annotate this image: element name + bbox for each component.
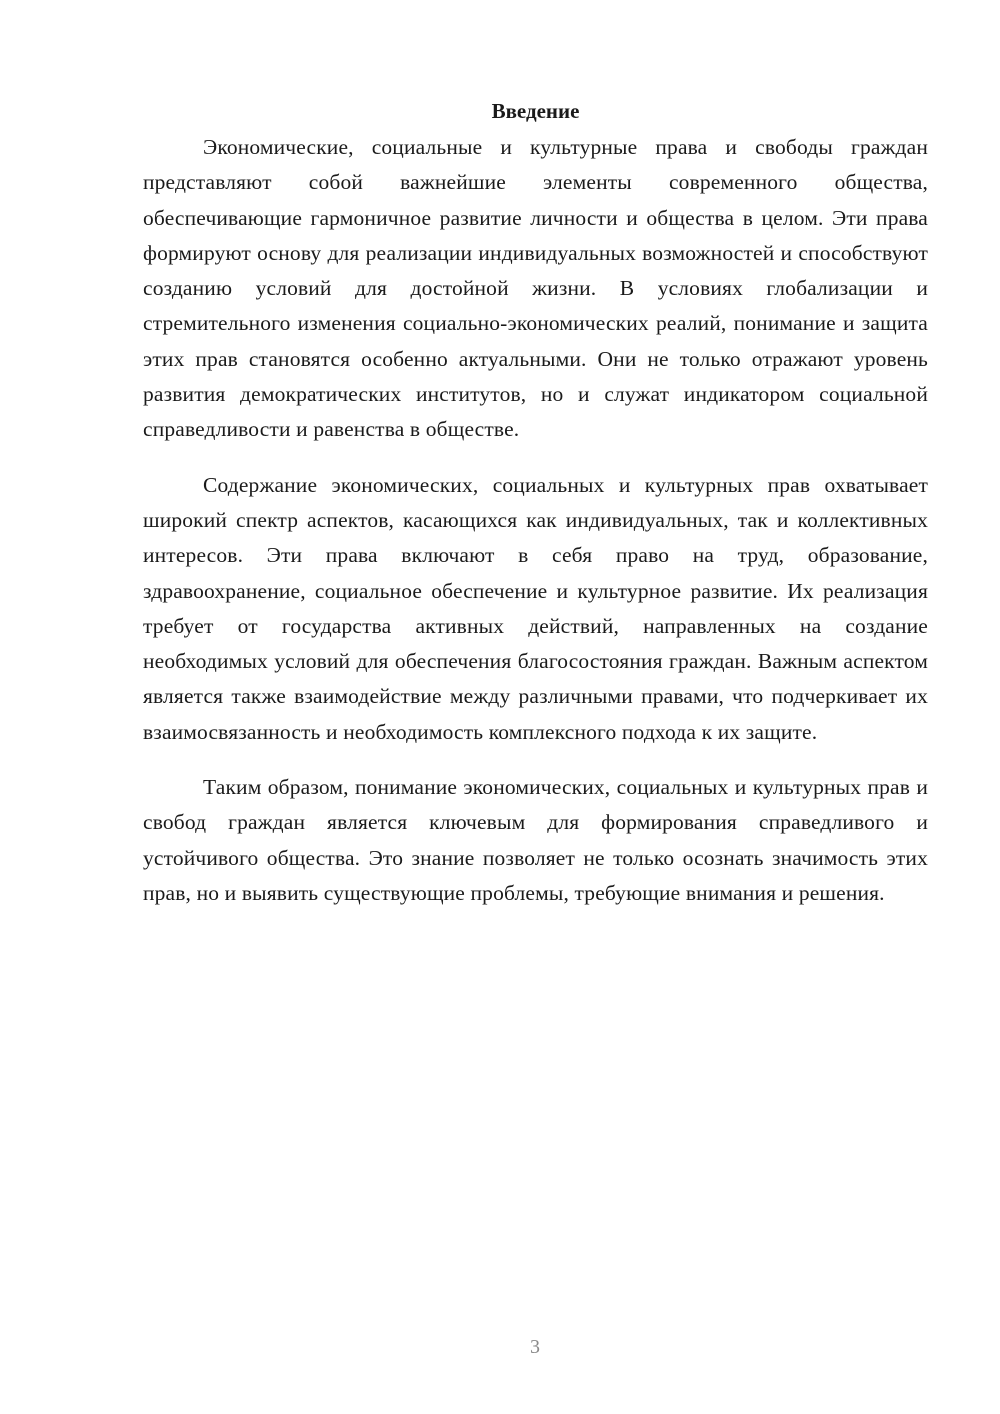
page-number: 3 [530,1336,540,1358]
section-title: Введение [491,99,580,123]
page-content [143,96,928,931]
paragraph-2: Содержание экономических, социальных и культурных прав охватывает широкий спектр аспектов, касающихся как индивидуальных, так и коллективных интересов. Эти права включают в себя право на труд, образование, здравоохранение, социальное обеспечение и культурное развитие. Их реализация требует от государства активных действий, направленных на создание необходимых условий для обеспечения благосостояния граждан. Важным аспектом является также взаимодействие между различными правами, что подчеркивает их взаимосвязанность и необходимость комплексного подхода к их защите. [143,472,928,744]
paragraph-1: Экономические, социальные и культурные права и свободы граждан представляют собой важнейшие элементы современного общества, обеспечивающие гармоничное развитие личности и общества в целом. Эти права формируют основу для реализации индивидуальных возможностей и способствуют созданию условий для достойной жизни. В условиях глобализации и стремительного изменения социально-экономических реалий, понимание и защита этих прав становятся особенно актуальными. Они не только отражают уровень развития демократических институтов, но и служат индикатором социальной справедливости и равенства в обществе. [143,135,928,442]
paragraph-3: Таким образом, понимание экономических, социальных и культурных прав и свобод граждан является ключевым для формирования справедливого и устойчивого общества. Это знание позволяет не только осознать значимость этих прав, но и выявить существующие проблемы, требующие внимания и решения. [143,775,928,905]
